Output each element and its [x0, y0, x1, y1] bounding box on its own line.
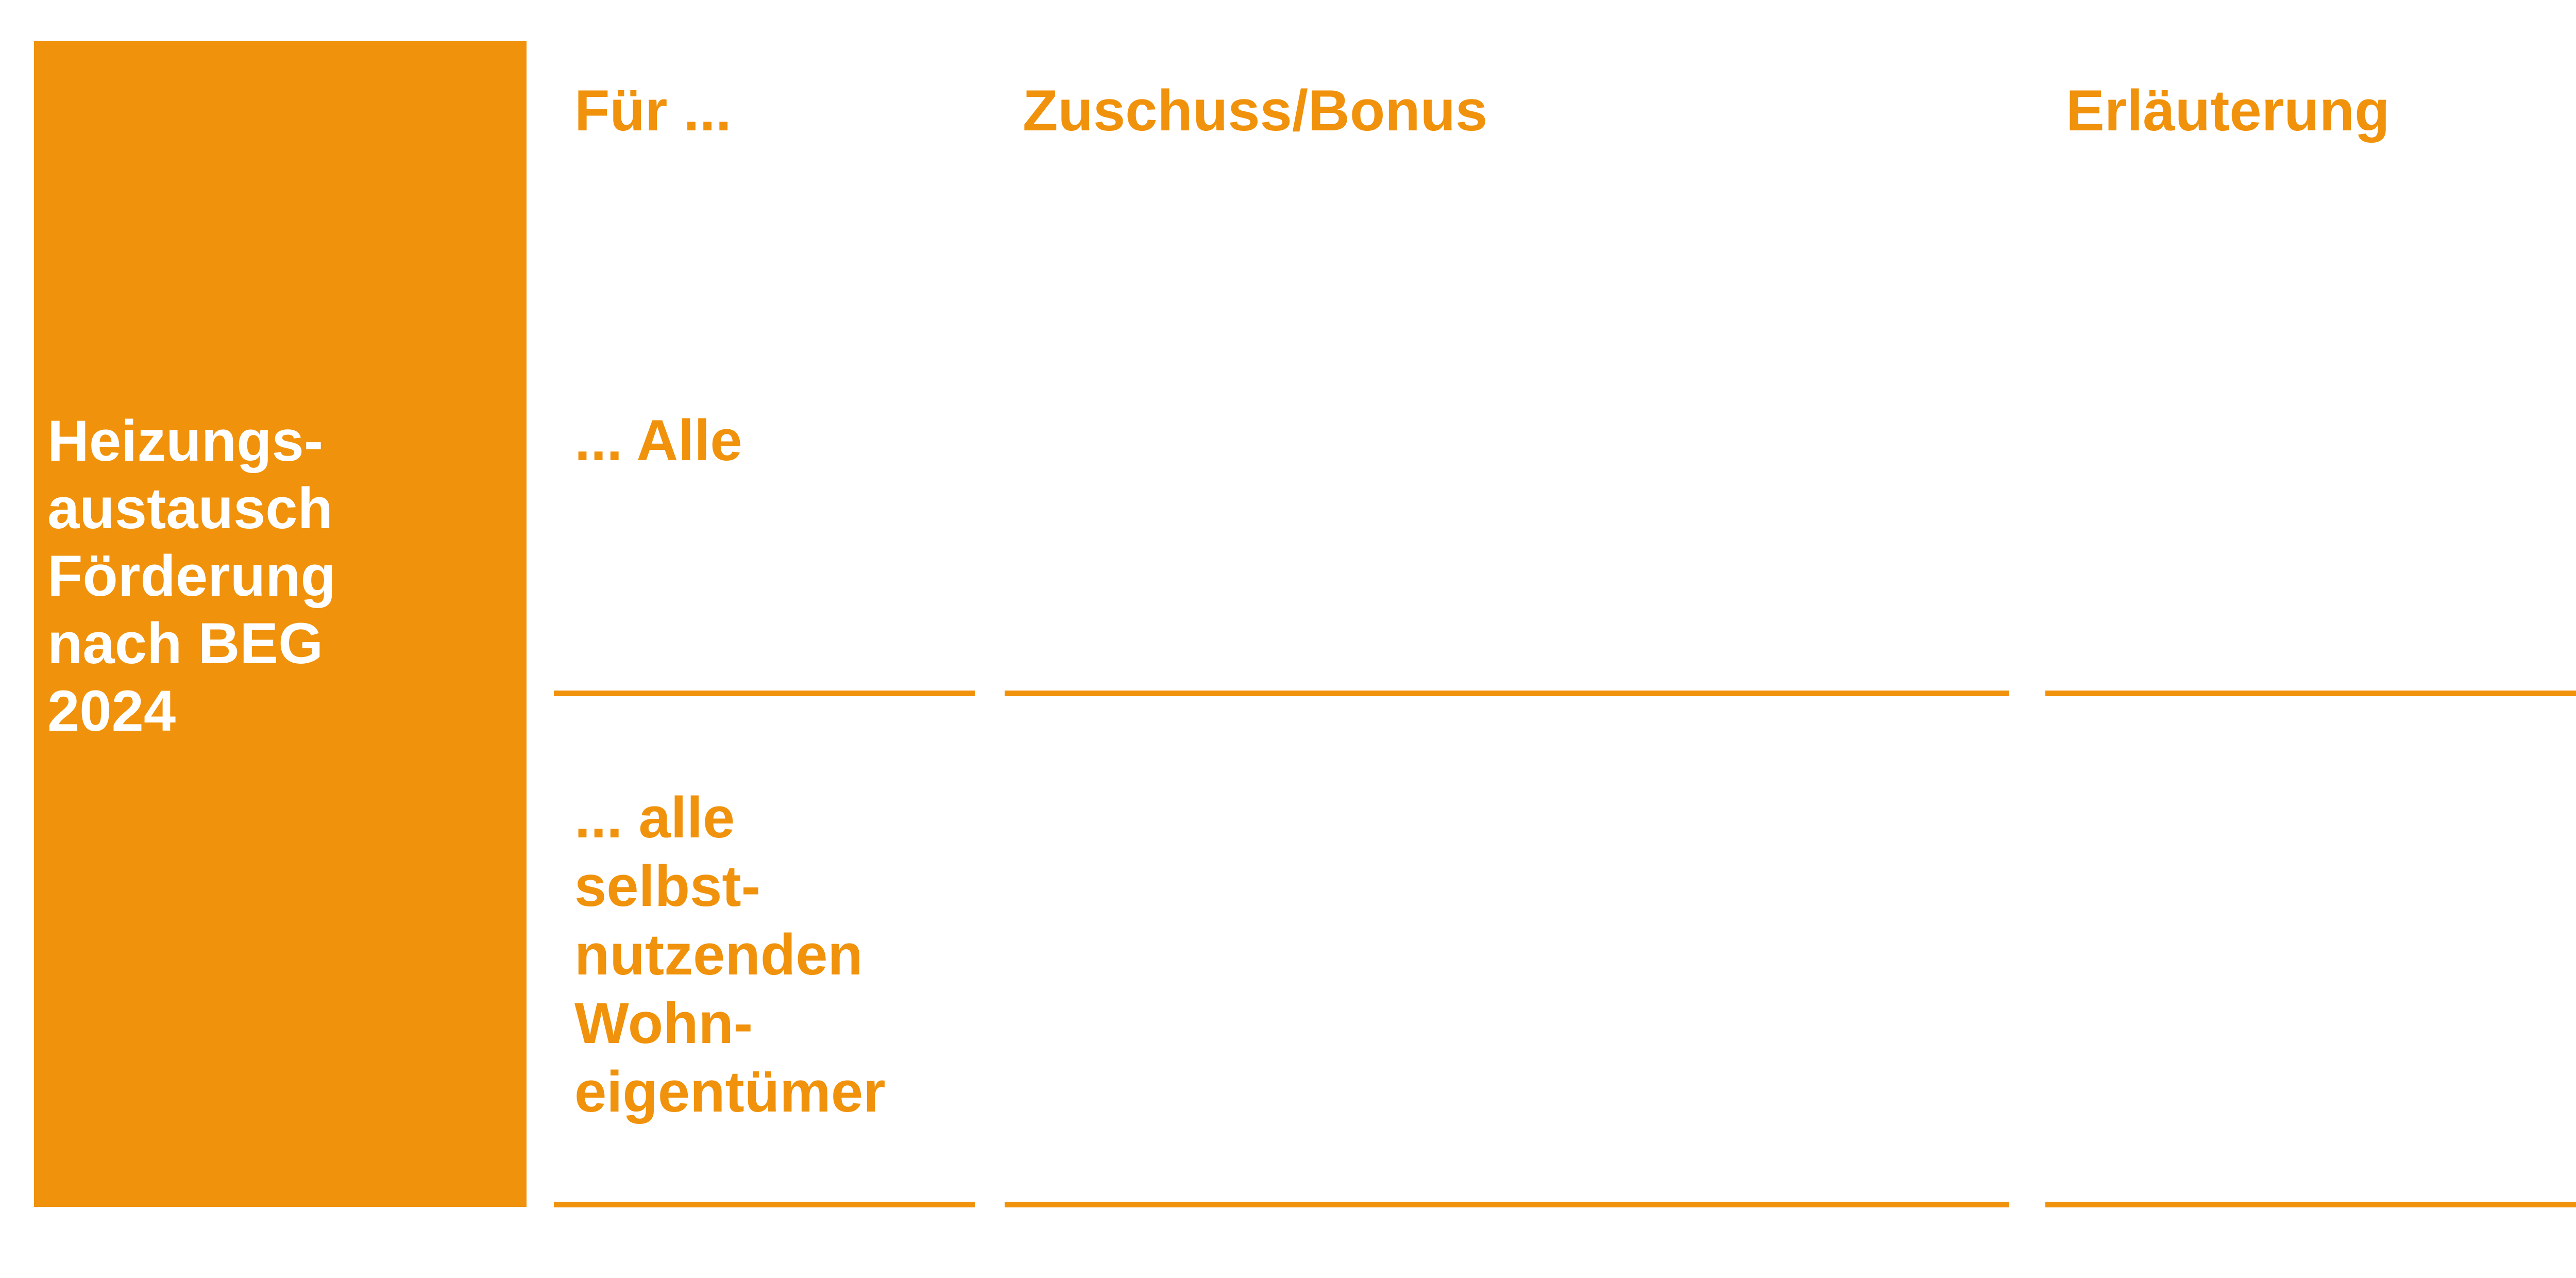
row-label-alle: ... Alle: [574, 408, 742, 473]
row-divider: [554, 691, 975, 696]
row-divider: [1005, 1202, 2009, 1207]
column-header-fuer: Für ...: [574, 78, 732, 143]
column-header-zuschuss: Zuschuss/Bonus: [1023, 78, 1488, 143]
column-header-erlaeuterung: Erläuterung: [2066, 78, 2390, 143]
row-label-selbstnutzer: ... alle selbst- nutzenden Wohn- eigentümer: [574, 785, 886, 1124]
row-divider: [2045, 1202, 2576, 1207]
row-divider: [2045, 691, 2576, 696]
row-divider: [554, 1202, 975, 1207]
row-divider: [1005, 691, 2009, 696]
panel-title: Heizungs- austausch Förderung nach BEG 2024: [47, 409, 336, 743]
